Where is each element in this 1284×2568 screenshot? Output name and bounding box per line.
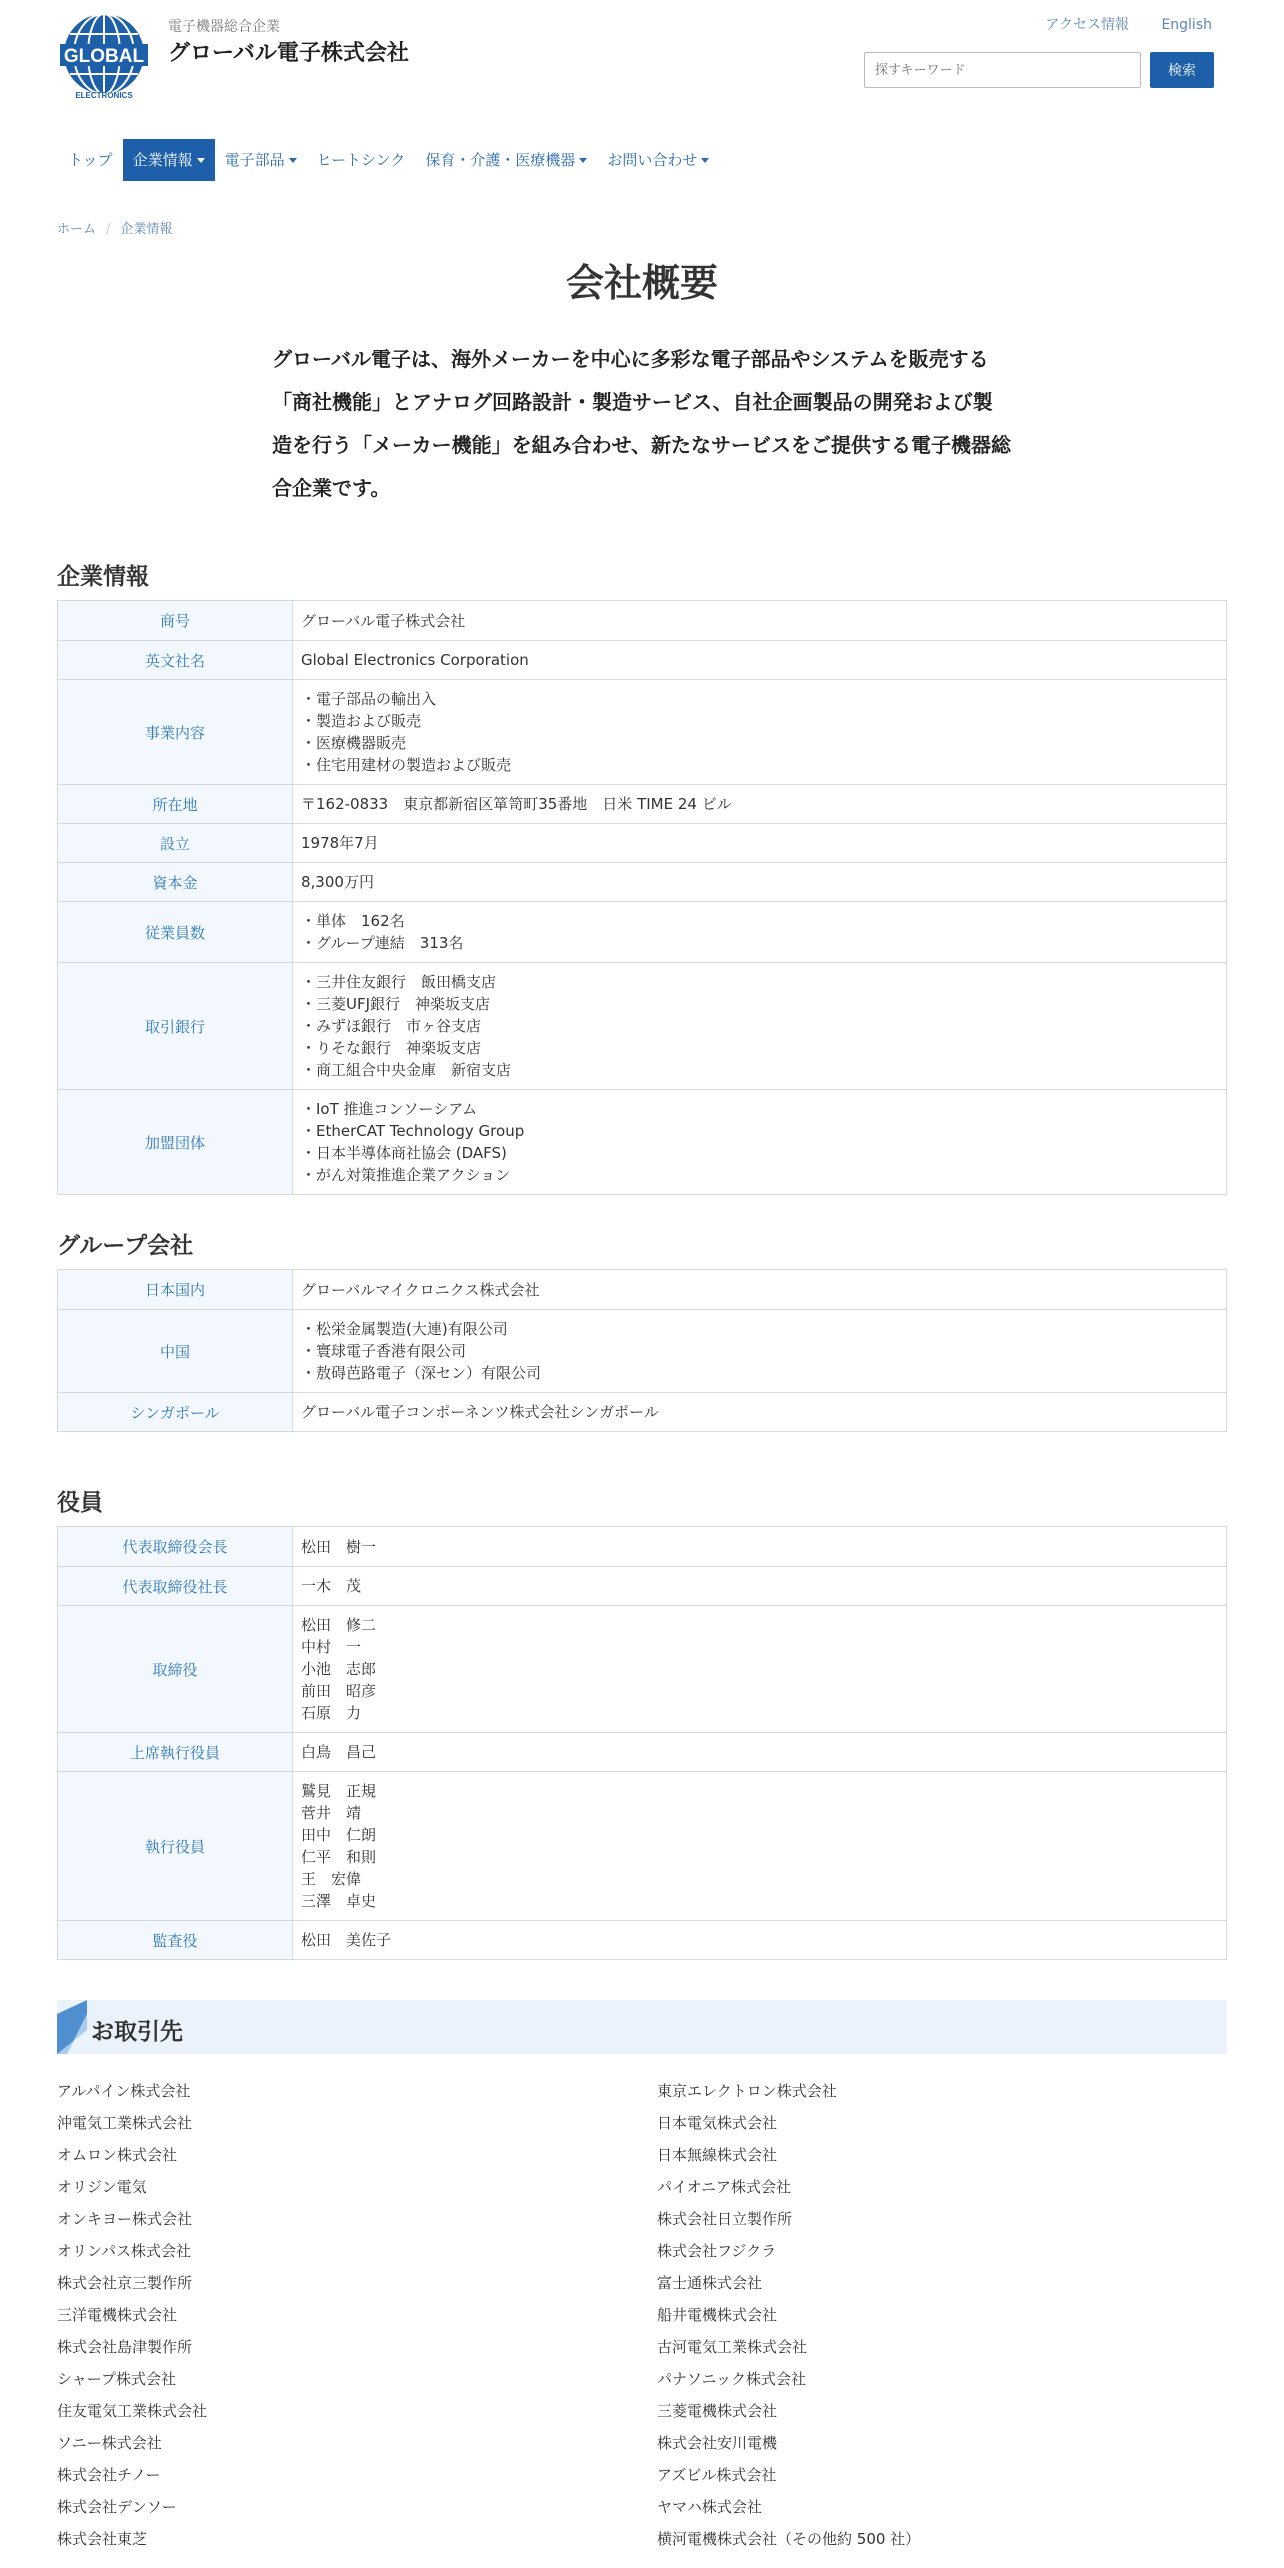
list-item: 株式会社東芝	[57, 2530, 148, 2548]
table-row	[58, 1921, 1227, 1960]
row-label: 監査役	[58, 1921, 293, 1960]
officers-table	[57, 1526, 1227, 1960]
row-value: 松田 美佐子	[293, 1921, 1227, 1960]
row-label: 代表取締役会長	[58, 1527, 293, 1567]
row-label: 事業内容	[58, 680, 293, 785]
row-value: 松田 修二 中村 一 小池 志郎 前田 昭彦 石原 力	[293, 1606, 1227, 1733]
row-label: 所在地	[58, 785, 293, 824]
logo-text-bottom: ELECTRONICS	[75, 91, 133, 100]
row-label: シンガポール	[58, 1393, 293, 1432]
row-label: 執行役員	[58, 1772, 293, 1921]
table-row	[58, 1606, 1227, 1733]
table-row	[58, 963, 1227, 1090]
main-nav	[58, 139, 719, 181]
row-value: グローバル電子株式会社	[293, 601, 1227, 641]
row-value: ・IoT 推進コンソーシアム ・EtherCAT Technology Group ・日本半導体商社協会 (DAFS) ・がん対策推進企業アクション	[293, 1090, 1227, 1195]
row-label: 加盟団体	[58, 1090, 293, 1195]
list-item: 三洋電機株式会社	[57, 2306, 178, 2324]
table-row	[58, 1567, 1227, 1606]
list-item: アズビル株式会社	[657, 2466, 777, 2484]
list-item: 日本電気株式会社	[657, 2114, 778, 2132]
table-row	[58, 863, 1227, 902]
nav-care-medical[interactable]: 保育・介護・医療機器	[415, 139, 597, 181]
breadcrumb	[57, 218, 172, 237]
table-row	[58, 902, 1227, 963]
list-item: 横河電機株式会社（その他約 500 社）	[657, 2530, 921, 2548]
list-item: アルパイン株式会社	[57, 2082, 191, 2100]
table-row	[58, 1393, 1227, 1432]
breadcrumb-separator: /	[106, 222, 111, 237]
table-row	[58, 1310, 1227, 1393]
row-label: 従業員数	[58, 902, 293, 963]
list-item: 東京エレクトロン株式会社	[657, 2082, 837, 2100]
row-label: 設立	[58, 824, 293, 863]
list-item: オンキヨー株式会社	[57, 2210, 193, 2228]
row-label: 英文社名	[58, 641, 293, 680]
company-info-heading: 企業情報	[57, 564, 149, 590]
partners-heading: お取引先	[91, 2019, 183, 2045]
table-row	[58, 824, 1227, 863]
table-row	[58, 785, 1227, 824]
row-label: 商号	[58, 601, 293, 641]
row-value: 〒162-0833 東京都新宿区箪笥町35番地 日米 TIME 24 ビル	[293, 785, 1227, 824]
row-value: 1978年7月	[293, 824, 1227, 863]
table-row	[58, 1733, 1227, 1772]
caret-down-icon	[289, 158, 297, 163]
site-tagline: 電子機器総合企業	[168, 19, 280, 35]
list-item: 株式会社日立製作所	[657, 2210, 793, 2228]
list-item: 住友電気工業株式会社	[57, 2402, 208, 2420]
page-title: 会社概要	[565, 261, 718, 305]
row-value: 8,300万円	[293, 863, 1227, 902]
list-item: 日本無線株式会社	[657, 2146, 778, 2164]
access-link[interactable]: アクセス情報	[1045, 17, 1129, 33]
row-label: 資本金	[58, 863, 293, 902]
list-item: ヤマハ株式会社	[657, 2498, 762, 2516]
list-item: オムロン株式会社	[57, 2146, 178, 2164]
table-row	[58, 1270, 1227, 1310]
list-item: オリジン電気	[57, 2178, 147, 2196]
table-row	[58, 641, 1227, 680]
row-value: ・単体 162名 ・グループ連結 313名	[293, 902, 1227, 963]
row-value: 松田 樹一	[293, 1527, 1227, 1567]
group-companies-table	[57, 1269, 1227, 1432]
list-item: 株式会社京三製作所	[57, 2274, 193, 2292]
global-electronics-logo[interactable]	[58, 12, 150, 102]
list-item: 株式会社島津製作所	[57, 2338, 193, 2356]
caret-down-icon	[197, 158, 205, 163]
caret-down-icon	[579, 158, 587, 163]
row-label: 上席執行役員	[58, 1733, 293, 1772]
row-value: ・三井住友銀行 飯田橋支店 ・三菱UFJ銀行 神楽坂支店 ・みずほ銀行 市ヶ谷支店 ・りそな銀行 神楽坂支店 ・商工組合中央金庫 新宿支店	[293, 963, 1227, 1090]
list-item: 株式会社フジクラ	[657, 2242, 777, 2260]
table-row	[58, 680, 1227, 785]
row-label: 取締役	[58, 1606, 293, 1733]
list-item: 三菱電機株式会社	[657, 2402, 778, 2420]
breadcrumb-current[interactable]: 企業情報	[120, 222, 173, 237]
group-companies-heading: グループ会社	[57, 1233, 194, 1259]
utility-links	[1017, 14, 1212, 34]
nav-company-info[interactable]: 企業情報	[123, 139, 215, 181]
row-label: 代表取締役社長	[58, 1567, 293, 1606]
table-row	[58, 1090, 1227, 1195]
list-item: ソニー株式会社	[57, 2434, 162, 2452]
list-item: 株式会社チノー	[57, 2466, 161, 2484]
nav-electronic-parts[interactable]: 電子部品	[215, 139, 307, 181]
partners-list-right	[657, 2081, 920, 2561]
list-item: 沖電気工業株式会社	[57, 2114, 193, 2132]
list-item: 富士通株式会社	[657, 2274, 763, 2292]
partners-header	[57, 2000, 1227, 2054]
table-row	[58, 1772, 1227, 1921]
nav-contact[interactable]: お問い合わせ	[597, 139, 719, 181]
company-info-table	[57, 600, 1227, 1195]
row-value: 一木 茂	[293, 1567, 1227, 1606]
row-label: 中国	[58, 1310, 293, 1393]
list-item: 古河電気工業株式会社	[657, 2338, 808, 2356]
heading-accent-icon	[57, 2000, 87, 2054]
list-item: パナソニック株式会社	[657, 2370, 806, 2388]
list-item: シャープ株式会社	[57, 2370, 176, 2388]
site-header	[0, 0, 1284, 110]
row-value: ・松栄金属製造(大連)有限公司 ・寰球電子香港有限公司 ・敖碍芭路電子（深セン）有限公司	[293, 1310, 1227, 1393]
logo-text-top: GLOBAL	[63, 46, 145, 67]
list-item: オリンパス株式会社	[57, 2242, 191, 2260]
officers-heading: 役員	[57, 1490, 103, 1516]
table-row	[58, 601, 1227, 641]
list-item: パイオニア株式会社	[657, 2178, 791, 2196]
table-row	[58, 1527, 1227, 1567]
search-input[interactable]	[864, 52, 1141, 88]
row-label: 日本国内	[58, 1270, 293, 1310]
list-item: 株式会社安川電機	[657, 2434, 778, 2452]
row-value: ・電子部品の輸出入 ・製造および販売 ・医療機器販売 ・住宅用建材の製造および販売	[293, 680, 1227, 785]
caret-down-icon	[701, 158, 709, 163]
site-company-name[interactable]: グローバル電子株式会社	[168, 41, 409, 66]
partners-list-left	[57, 2081, 207, 2561]
breadcrumb-home[interactable]: ホーム	[57, 222, 97, 237]
row-value: Global Electronics Corporation	[293, 641, 1227, 680]
list-item: 株式会社デンソー	[57, 2498, 177, 2516]
nav-heatsink[interactable]: ヒートシンク	[316, 151, 406, 169]
row-value: 白鳥 昌己	[293, 1733, 1227, 1772]
row-value: グローバルマイクロニクス株式会社	[293, 1270, 1227, 1310]
intro-text: グローバル電子は、海外メーカーを中心に多彩な電子部品やシステムを販売する「商社機能」とアナログ回路設計・製造サービス、自社企画製品の開発および製造を行う「メーカー機能」を組み合わせ、新たなサービスをご提供する電子機器総合企業です。	[272, 347, 1011, 500]
nav-top[interactable]: トップ	[68, 151, 113, 169]
list-item: 船井電機株式会社	[657, 2306, 778, 2324]
row-value: グローバル電子コンポーネンツ株式会社シンガポール	[293, 1393, 1227, 1432]
row-value: 鷲見 正規 菅井 靖 田中 仁朗 仁平 和則 王 宏偉 三澤 卓史	[293, 1772, 1227, 1921]
english-link[interactable]: English	[1161, 17, 1212, 33]
row-label: 取引銀行	[58, 963, 293, 1090]
search-button[interactable]: 検索	[1150, 52, 1214, 88]
